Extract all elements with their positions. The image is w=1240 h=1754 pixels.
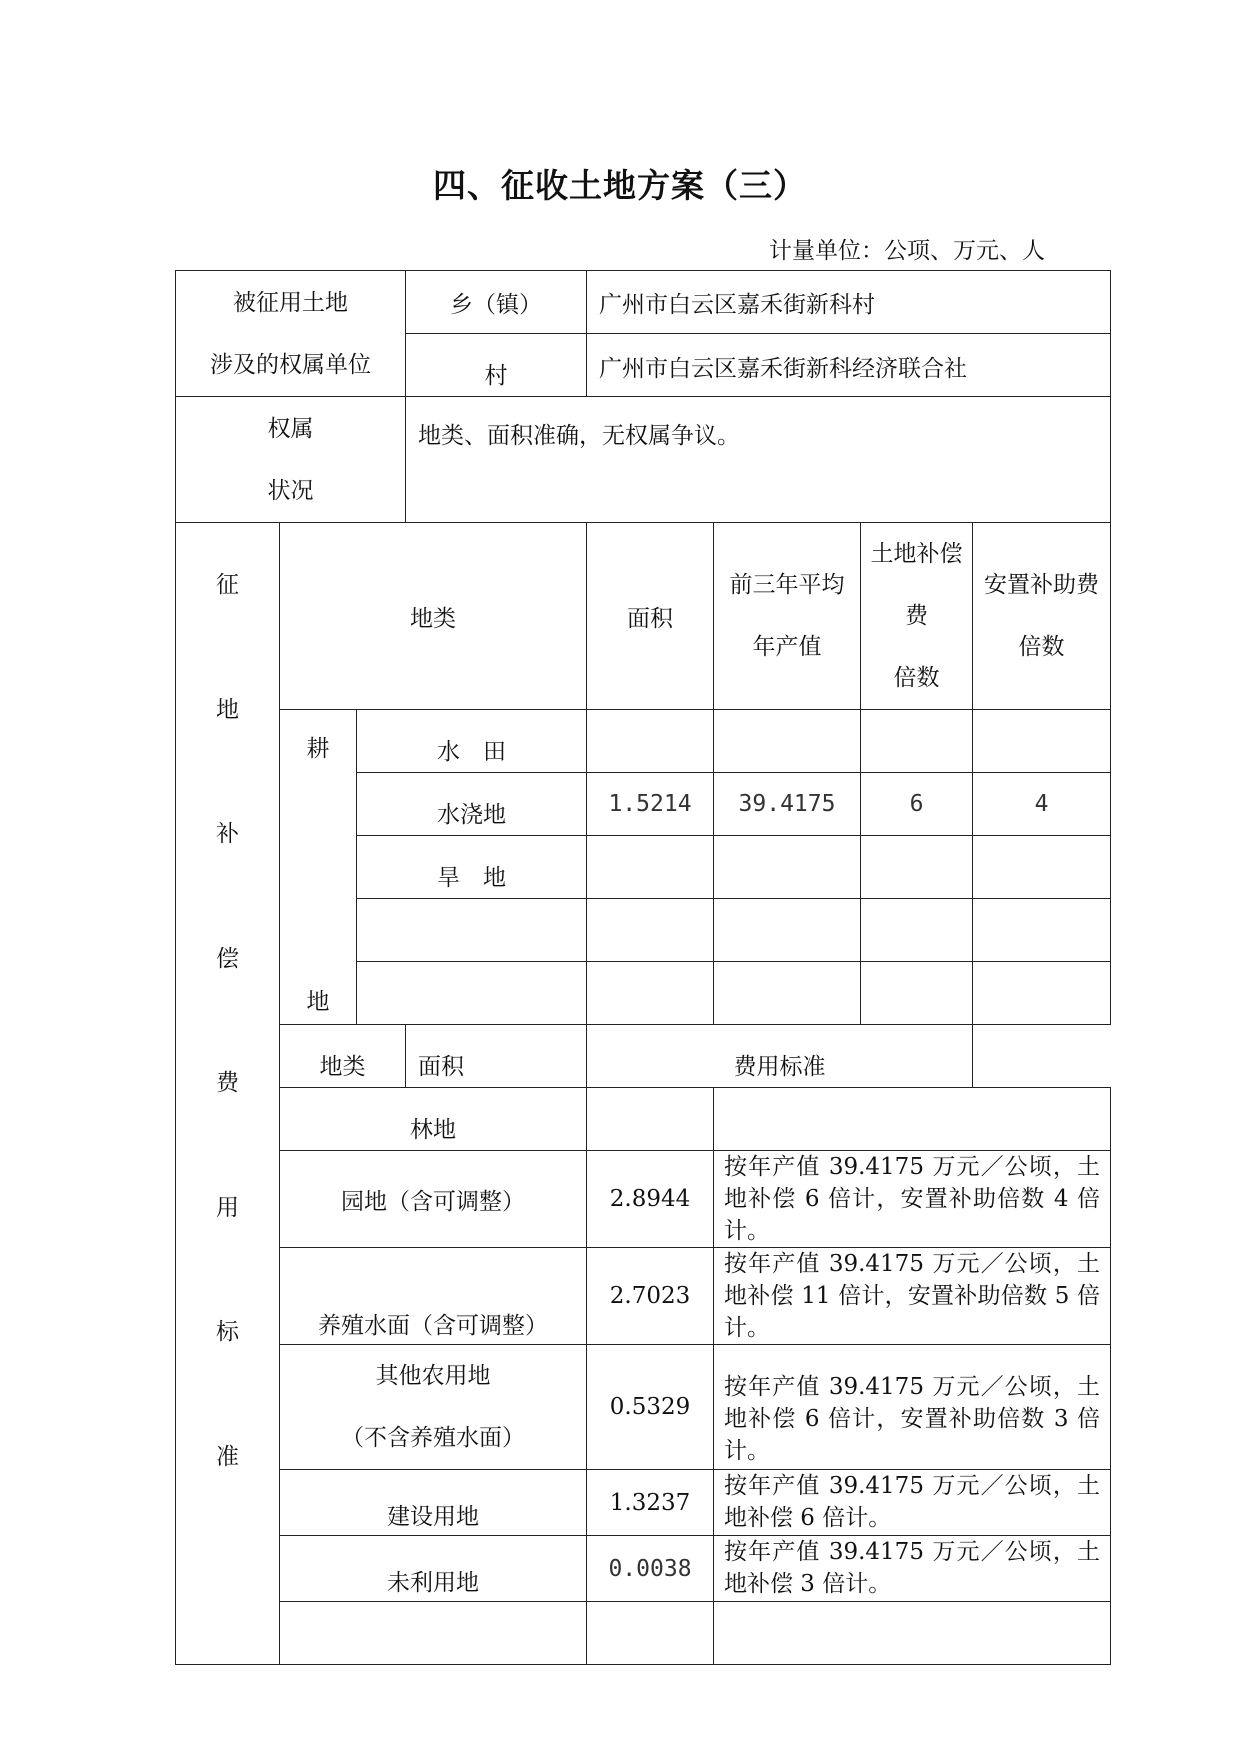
town-value: 广州市白云区嘉禾街新科村: [587, 271, 1111, 334]
status-label-line1: 权属: [267, 415, 314, 442]
side-char: 用: [216, 1194, 239, 1221]
header2-land-type: 地类: [280, 1025, 406, 1088]
town-label: 乡（镇）: [406, 271, 587, 334]
side-char: 征: [216, 572, 239, 598]
farmland-row-avg: [714, 836, 861, 899]
other-row-area: 1.3237: [587, 1470, 714, 1536]
farmland-row-area: 1.5214: [587, 773, 714, 836]
other-row-name-line1: 其他农用地: [375, 1363, 491, 1389]
other-row-area: [587, 1088, 714, 1151]
other-row-area: 0.0038: [587, 1536, 714, 1602]
other-row-name: 养殖水面（含可调整）: [280, 1248, 587, 1345]
other-row-name: 建设用地: [280, 1470, 587, 1536]
farmland-row-resettle: [973, 836, 1111, 899]
other-row-standard: [714, 1088, 1111, 1151]
side-char: 费: [216, 1070, 239, 1096]
status-label-line2: 状况: [267, 477, 314, 504]
farmland-row-name: 水 田: [357, 710, 587, 773]
side-char: 准: [216, 1443, 239, 1470]
header-land-type: 地类: [280, 523, 587, 710]
farmland-row-comp: [861, 962, 973, 1025]
owner-label-cell: [176, 271, 406, 397]
measurement-unit: 计量单位：公项、万元、人: [769, 238, 1045, 264]
farmland-label-top: 耕: [306, 736, 330, 762]
other-row-name-line2: （不含养殖水面）: [341, 1425, 525, 1451]
owner-label-line1: 被征用土地: [233, 289, 348, 316]
farmland-row-avg: [714, 899, 861, 962]
other-row-standard: 按年产值 39.4175 万元／公顷，土地补偿 6 倍计，安置补助倍数 3 倍计。: [714, 1345, 1111, 1470]
farmland-label-bottom: 地: [306, 989, 330, 1015]
farmland-row-name: 旱 地: [357, 836, 587, 899]
other-row-standard: 按年产值 39.4175 万元／公顷，土地补偿 6 倍计，安置补助倍数 4 倍计。: [714, 1151, 1111, 1248]
header-comp-multiple: [861, 523, 973, 710]
other-row-name: 未利用地: [280, 1536, 587, 1602]
other-row-name: 园地（含可调整）: [280, 1151, 587, 1248]
header-comp-line2: 倍数: [893, 665, 940, 691]
farmland-row-comp: 6: [861, 773, 973, 836]
farmland-row-avg: 39.4175: [714, 773, 861, 836]
other-row-area: 0.5329: [587, 1345, 714, 1470]
farmland-row-comp: [861, 836, 973, 899]
farmland-row-resettle: [973, 899, 1111, 962]
other-row-name: [280, 1602, 587, 1665]
side-char: 补: [216, 821, 239, 847]
farmland-row-avg: [714, 710, 861, 773]
other-row-standard: 按年产值 39.4175 万元／公顷，土地补偿 6 倍计。: [714, 1470, 1111, 1536]
farmland-row-area: [587, 836, 714, 899]
other-row-area: 2.7023: [587, 1248, 714, 1345]
farmland-row-resettle: [973, 962, 1111, 1025]
other-row-name: 林地: [280, 1088, 587, 1151]
village-label: 村: [406, 334, 587, 397]
farmland-row-area: [587, 962, 714, 1025]
other-row-name-cell: [280, 1345, 587, 1470]
status-value: 地类、面积准确，无权属争议。: [406, 397, 1111, 523]
farmland-row-area: [587, 899, 714, 962]
village-value: 广州市白云区嘉禾街新科经济联合社: [587, 334, 1111, 397]
header-area: 面积: [587, 523, 714, 710]
side-char: 地: [216, 696, 239, 723]
farmland-row-name: 水浇地: [357, 773, 587, 836]
page-title: 四、征收土地方案（三）: [433, 166, 807, 205]
side-label-column: [176, 523, 280, 1665]
farmland-row-resettle: [973, 710, 1111, 773]
farmland-row-avg: [714, 962, 861, 1025]
owner-label-line2: 涉及的权属单位: [210, 351, 371, 378]
header-avg-output: [714, 523, 861, 710]
other-row-standard: [714, 1602, 1111, 1665]
farmland-row-name: [357, 899, 587, 962]
farmland-row-name: [357, 962, 587, 1025]
other-row-standard: 按年产值 39.4175 万元／公顷，土地补偿 11 倍计，安置补助倍数 5 倍计。: [714, 1248, 1111, 1345]
other-row-standard: 按年产值 39.4175 万元／公顷，土地补偿 3 倍计。: [714, 1536, 1111, 1602]
farmland-row-resettle: 4: [973, 773, 1111, 836]
side-char: 标: [216, 1319, 239, 1345]
farmland-row-comp: [861, 710, 973, 773]
header2-area: 面积: [406, 1025, 587, 1088]
farmland-group-label: [280, 710, 357, 1025]
other-row-area: [587, 1602, 714, 1665]
side-char: 偿: [216, 945, 239, 972]
header-comp-line1: 土地补偿费: [870, 541, 963, 629]
farmland-row-area: [587, 710, 714, 773]
header-avg-line1: 前三年平均: [729, 572, 845, 598]
other-row-area: 2.8944: [587, 1151, 714, 1248]
status-label-cell: [176, 397, 406, 523]
header-resettle-line2: 倍数: [1018, 634, 1065, 660]
header2-standard: 费用标准: [587, 1025, 973, 1088]
header-resettle-line1: 安置补助费: [984, 572, 1099, 598]
land-acquisition-table: [175, 270, 1111, 1665]
header-resettle-multiple: [973, 523, 1111, 710]
farmland-row-comp: [861, 899, 973, 962]
header-avg-line2: 年产值: [752, 634, 822, 660]
